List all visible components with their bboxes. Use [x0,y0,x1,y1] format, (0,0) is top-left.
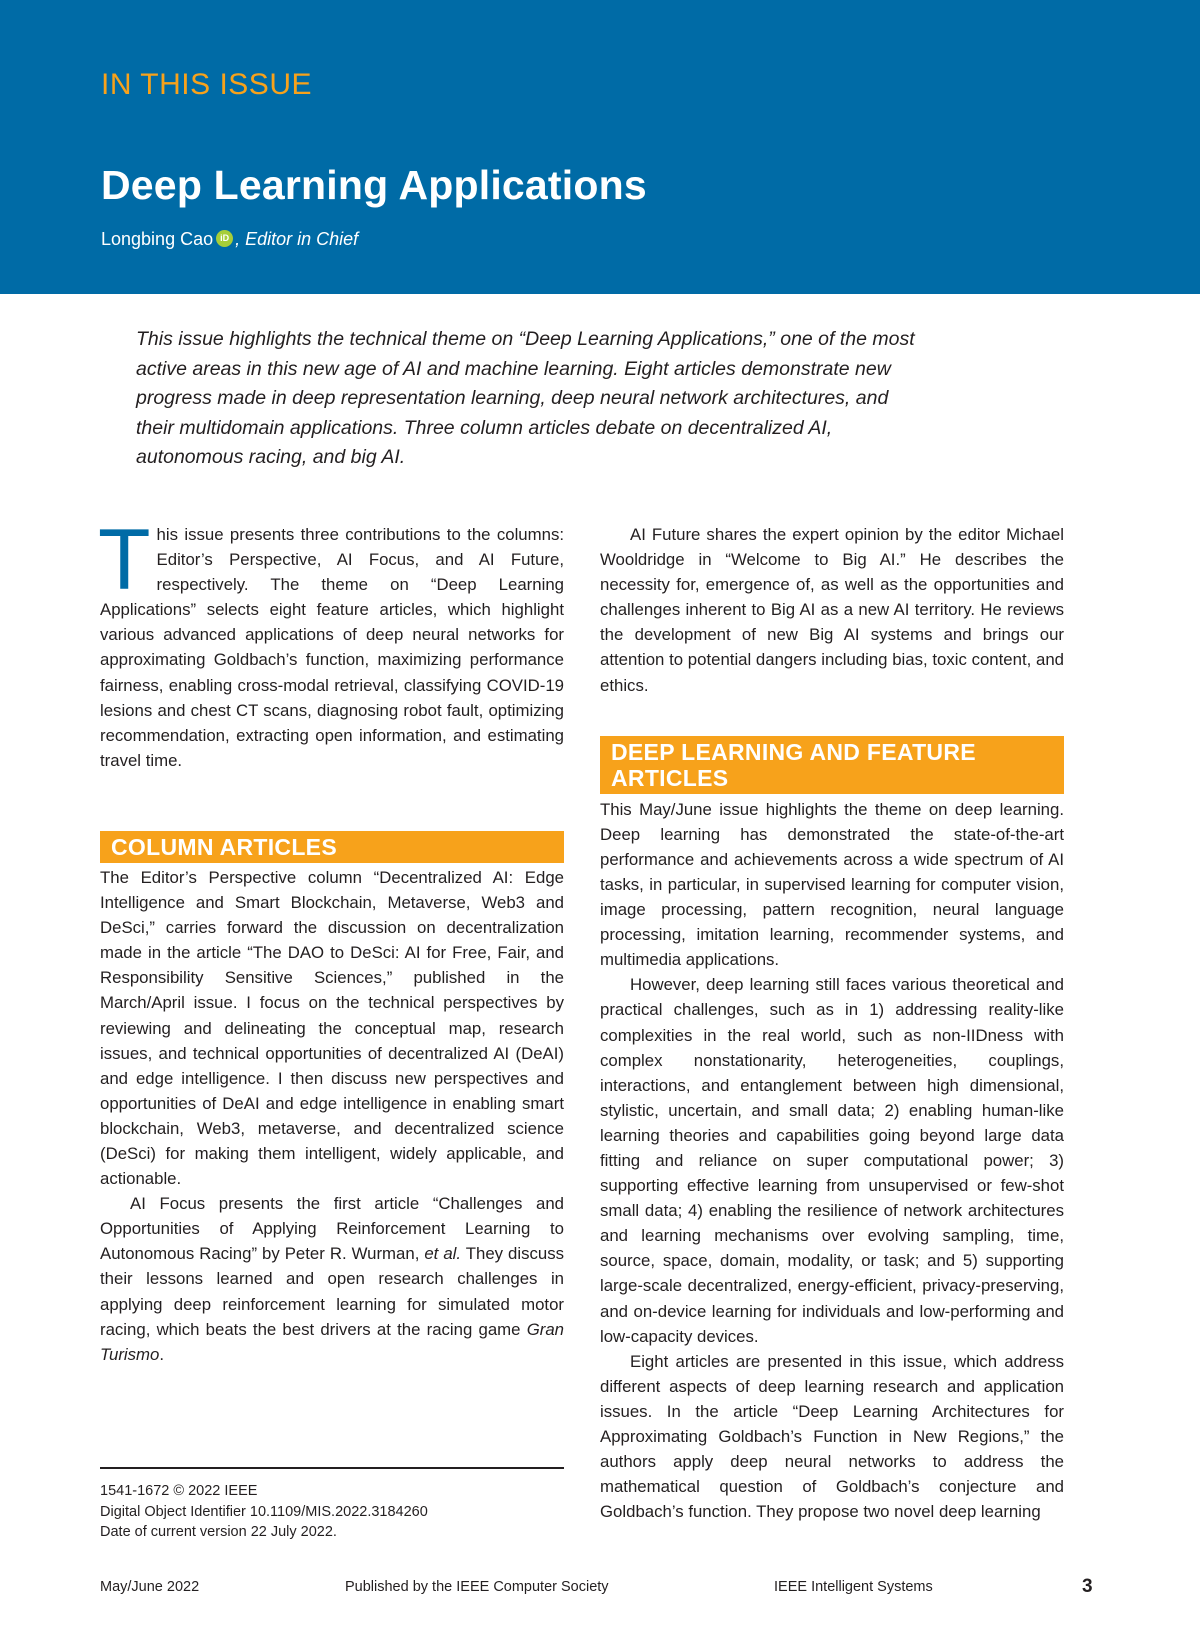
left-column [98,512,564,1367]
copyright-line: 1541-1672 © 2022 IEEE [100,1483,258,1499]
section-heading-column-articles: COLUMN ARTICLES [100,831,564,863]
header-banner [0,0,1200,294]
author-role: , Editor in Chief [235,229,359,249]
para2-etal: et al. [424,1244,462,1264]
article-title: Deep Learning Applications [101,162,647,208]
orcid-icon[interactable]: iD [216,230,233,247]
column-paragraph-2 [100,1191,564,1367]
version-date-line: Date of current version 22 July 2022. [100,1524,337,1540]
page-number: 3 [1082,1576,1093,1597]
author-name: Longbing Cao [101,229,214,249]
drop-cap: T [98,512,151,608]
ai-future-paragraph: AI Future shares the expert opinion by the editor Michael Wooldridge in “Welcome to Big AI.” He describes the necessity for, emergence of, as well as the opportunities and challenges inherent to Big AI as a new AI territory. He reviews the development of new Big AI systems and brings our attention to potential dangers including bias, toxic content, and ethics. [600,525,1064,695]
section-label: IN THIS ISSUE [101,68,312,101]
deep-learning-paragraph-3: Eight articles are presented in this issue, which address different aspects of deep learning research and application issues. In the article “Deep Learning Architectures for Approximating Goldbach’s Function in New Regions,” the authors apply deep neural networks to address the mathematical question of Goldbach’s conjecture and Goldbach’s function. They propose two novel deep learning [600,1351,1064,1522]
deep-learning-paragraph-2: However, deep learning still faces various theoretical and practical challenges, such as in 1) addressing reality-like complexities in the real world, such as non-IIDness with complex nonstationarity, heterogeneities, couplings, interactions, and entanglement between high dimensional, stylistic, uncertain, and small data; 2) enabling human-like learning theories and capabilities going beyond large data fitting and reliance on super computational power; 3) supporting effective learning from unsupervised or few-shot small data; 4) enabling the resilience of network architectures and learning mechanisms over evolving sampling, time, source, space, domain, modality, or task; and 5) supporting large-scale decentralized, energy-efficient, privacy-preserving, and on-device learning for individuals and low-performing and low-capacity devices. [600,975,1064,1346]
para2-end: . [159,1344,165,1364]
intro-text: his issue presents three contributions to the columns: Editor’s Perspective, AI Focus, and AI Future, respectively. The theme on “Deep Learning Applications” selects eight feature articles, which highlight various advanced applications of deep neural networks for approximating Goldbach’s function, maximizing performance fairness, enabling cross-modal retrieval, classifying COVID-19 lesions and chest CT scans, diagnosing robot fault, optimizing recommendation, extracting open information, and estimating travel time. [100,525,564,770]
section-heading-deep-learning: DEEP LEARNING AND FEATURE ARTICLES [600,736,1064,794]
column-paragraph-1: The Editor’s Perspective column “Decentralized AI: Edge Intelligence and Smart Blockchain, Metaverse, Web3 and DeSci,” carries forward the discussion on decentralization made in the article “The DAO to DeSci: AI for Free, Fair, and Responsibility Sensitive Sciences,” published in the March/April issue. I focus on the technical perspectives by reviewing and delineating the conceptual map, research issues, and technical opportunities of decentralized AI (DeAI) and edge intelligence. I then discuss new perspectives and opportunities of DeAI and edge intelligence in enabling smart blockchain, Web3, metaverse, and decentralized science (DeSci) for making them intelligent, widely applicable, and actionable. [100,867,564,1189]
doi-line: Digital Object Identifier 10.1109/MIS.2022.3184260 [100,1503,428,1520]
right-column [600,522,1064,1524]
byline [101,229,358,250]
para2-start: AI Focus presents the first article “Challenges and Opportunities of Applying Reinforcement Learning to Autonomous Racing” by Peter R. Wurman, [100,1194,564,1264]
deep-learning-paragraph-1: This May/June issue highlights the theme on deep learning. Deep learning has demonstrated the state-of-the-art performance and achievements across a wide spectrum of AI tasks, in particular, in supervised learning for computer vision, image processing, pattern recognition, neural language processing, imitation learning, recommender systems, and multimedia applications. [600,799,1064,970]
para2-mid: They discuss their lessons learned and open research challenges in applying deep reinforcement learning for simulated motor racing, which beats the best drivers at the racing game [100,1244,564,1339]
intro-paragraph [98,512,564,773]
footnote [100,1467,564,1543]
footer-date: May/June 2022 [100,1579,200,1595]
footer-publisher: Published by the IEEE Computer Society [345,1579,609,1595]
abstract: This issue highlights the technical theme on “Deep Learning Applications,” one of the most active areas in this new age of AI and machine learning. Eight articles demonstrate new progress made in deep representation learning, deep neural network architectures, and their multidomain applications. Three column articles debate on decentralized AI, autonomous racing, and big AI. [136,328,915,468]
footer-journal: IEEE Intelligent Systems [774,1579,933,1595]
para2-game-title: Gran Turismo [100,1319,564,1364]
